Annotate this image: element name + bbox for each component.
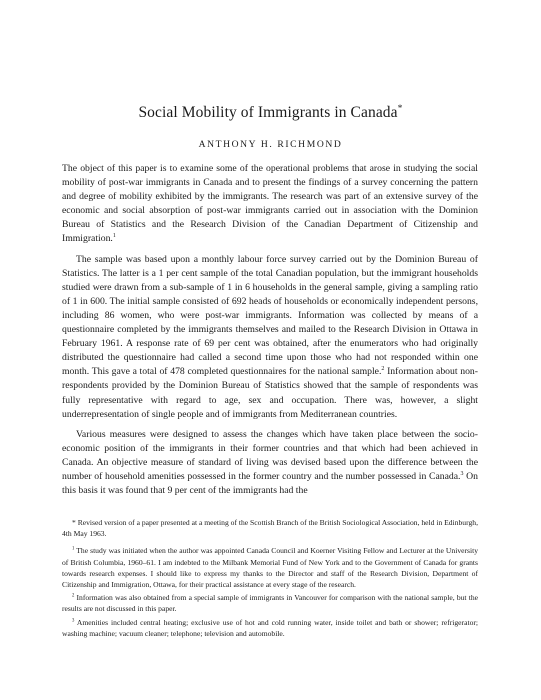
footnote-3-text: Amenities included central heating; exclusive use of hot and cold running water, inside toilet and bath or shower; refrigerator; washing machine; vacuum cleaner; telephone; television and automobile. bbox=[62, 617, 478, 638]
footnote-star-text: Revised version of a paper presented at a meeting of the Scottish Branch of the British Sociological Association, held in Edinburgh, 4th May 1963. bbox=[62, 518, 478, 539]
footnote-ref-2[interactable]: 2 bbox=[381, 366, 385, 373]
footnote-star-mark: * bbox=[72, 518, 76, 527]
paragraph-3-text-a: Various measures were designed to assess the changes which have taken place between the socio-economic position of the immigrants in their former countries and that which had been achieved in Canada. An objective measure of standard of living was devised based upon the difference between the number of household amenities possessed in the former country and the number possessed in Canada. bbox=[62, 428, 478, 482]
paragraph-2-text-b: Information about non-respondents provided by the Dominion Bureau of Statistics showed that the sample of respondents was fully representative with regard to age, sex and occupation. There was, however, a slight underrepresentation of single people and of immigrants from Mediterranean countries. bbox=[62, 366, 479, 420]
footnote-1 bbox=[62, 545, 478, 590]
paragraph-2-text-a: The sample was based upon a monthly labour force survey carried out by the Dominion Bureau of Statistics. The latter is a 1 per cent sample of the total Canadian population, but the immigrant households studied were drawn from a sub-sample of 1 in 6 households in the general sample, giving a sampling ratio of 1 in 600. The initial sample consisted of 692 heads of households or economically independent persons, including 86 women, who were post-war immigrants. Information was collected by means of a questionnaire completed by the immigrants themselves and mailed to the Research Division in Ottawa in February 1961. A response rate of 69 per cent was obtained, after the enumerators who had originally distributed the questionnaire had called a second time upon those who had not responded within one month. This gave a total of 478 completed questionnaires for the national sample. bbox=[62, 253, 478, 378]
footnote-1-mark: 1 bbox=[72, 546, 75, 552]
title-text: Social Mobility of Immigrants in Canada bbox=[138, 104, 398, 121]
footnote-1-text: The study was initiated when the author was appointed Canada Council and Koerner Visiting Fellow and Lecturer at the University of British Columbia, 1960–61. I am indebted to the Milbank Memorial Fund of New York and to the Government of Canada for grants towards research expenses. I should like to express my thanks to the Director and staff of the Research Division, Department of Citizenship and Immigration, Ottawa, for their practical assistance at every stage of the research. bbox=[62, 546, 478, 590]
paragraph-3-text-b: On this basis it was found that 9 per cent of the immigrants had the bbox=[62, 470, 478, 497]
footnotes bbox=[62, 517, 478, 641]
paragraph-1 bbox=[62, 162, 478, 247]
footnote-3-mark: 3 bbox=[72, 618, 75, 624]
footnote-2-text: Information was also obtained from a special sample of immigrants in Vancouver for comparison with the national sample, but the results are not discussed in this paper. bbox=[62, 593, 478, 614]
body-text bbox=[62, 162, 478, 504]
footnote-2 bbox=[62, 592, 478, 614]
footnote-ref-1[interactable]: 1 bbox=[112, 233, 116, 240]
title-footnote-mark[interactable]: * bbox=[397, 102, 403, 114]
paper-title bbox=[0, 104, 541, 122]
paragraph-3 bbox=[62, 428, 478, 498]
footnote-star bbox=[62, 517, 478, 539]
footnote-2-mark: 2 bbox=[72, 593, 75, 599]
footnote-3 bbox=[62, 617, 478, 639]
footnote-ref-3[interactable]: 3 bbox=[460, 470, 464, 477]
paragraph-1-text: The object of this paper is to examine some of the operational problems that arose in studying the social mobility of post-war immigrants in Canada and to present the findings of a survey concerning the pattern and degree of mobility exhibited by the immigrants. The research was part of an extensive survey of the economic and social absorption of post-war immigrants carried out in association with the Dominion Bureau of Statistics and the Research Division of the Canadian Department of Citizenship and Immigration. bbox=[62, 163, 478, 245]
paragraph-2 bbox=[62, 253, 478, 422]
author-name: ANTHONY H. RICHMOND bbox=[198, 139, 343, 150]
